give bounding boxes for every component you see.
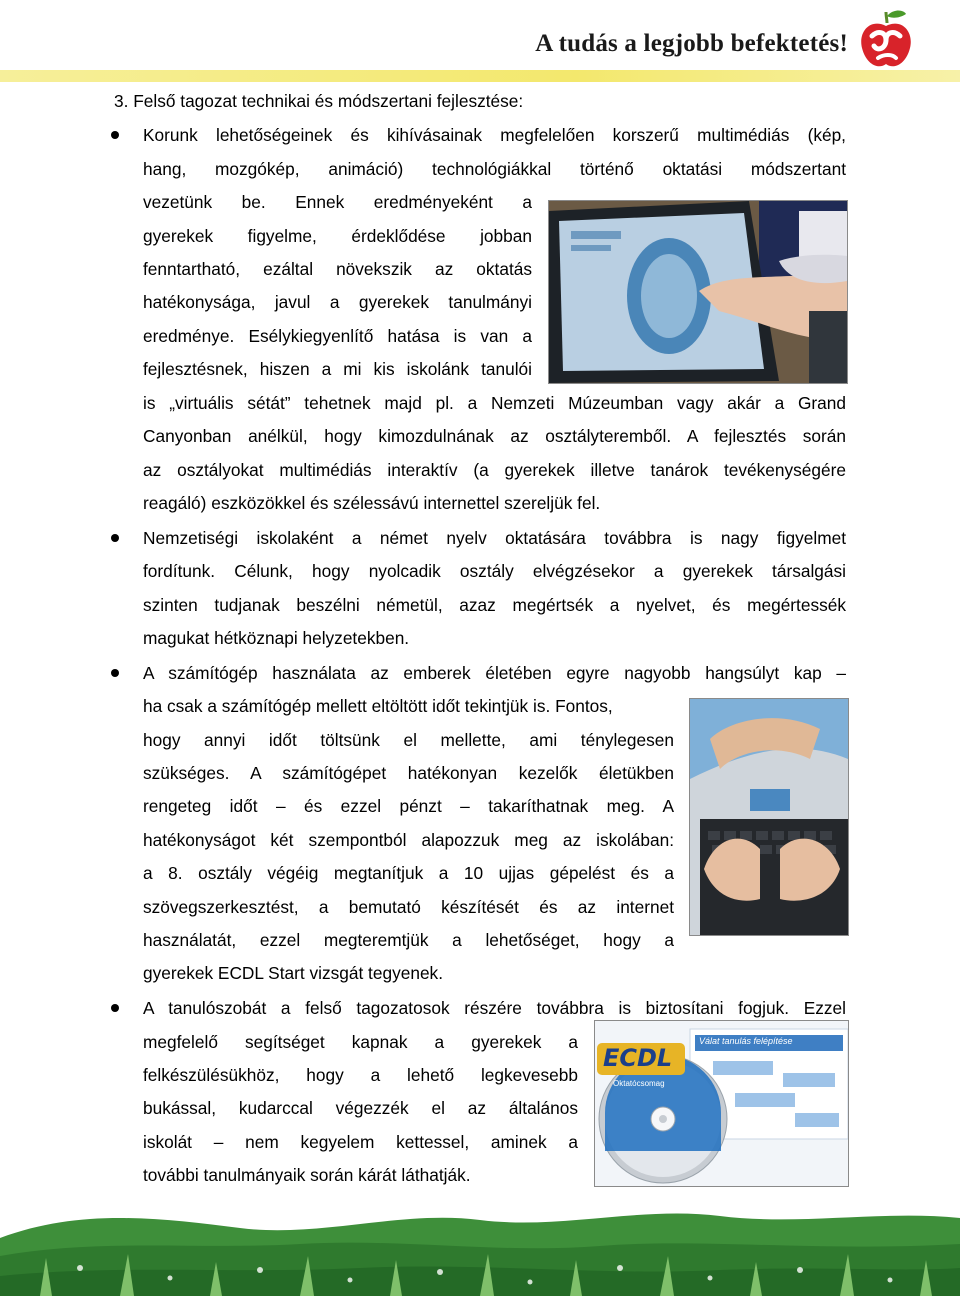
header-accent-bar xyxy=(0,70,960,82)
paragraph-line: további tanulmányaik során kárát láthatják. xyxy=(143,1165,471,1185)
paragraph-line: gyerekek ECDL Start vizsgát tegyenek. xyxy=(143,963,443,983)
paragraph-line: A számítógép használata az emberek életében egyre nagyobb hangsúlyt kap – xyxy=(143,663,846,683)
paragraph-line: szükséges. A számítógépet hatékonyan kezelők életükben xyxy=(143,763,674,783)
bullet-marker xyxy=(111,1004,119,1012)
bullet-marker xyxy=(111,669,119,677)
paragraph-line: rengeteg időt – és ezzel pénzt – takaríthatnak meg. A xyxy=(143,796,674,816)
paragraph-line: hogy annyi időt töltsünk el mellette, ami ténylegesen xyxy=(143,730,674,750)
paragraph-line: Korunk lehetőségeinek és kihívásainak megfelelően korszerű multimédiás (kép, xyxy=(143,125,846,145)
paragraph-line: fejlesztésnek, hiszen a mi kis iskolánk tanulói xyxy=(143,359,532,379)
paragraph-line: megfelelő segítséget kapnak a gyerekek a xyxy=(143,1032,578,1052)
keyboard-typing-photo xyxy=(689,698,849,936)
paragraph-line: Canyonban anélkül, hogy kimozdulnának az osztályteremből. A fejlesztés során xyxy=(143,426,846,446)
paragraph-line: az osztályokat multimédiás interaktív (a gyerekek illetve tanárok tevékenységére xyxy=(143,460,846,480)
paragraph-line: reagáló) eszközökkel és szélessávú internettel szereljük fel. xyxy=(143,493,601,513)
paragraph-line: ha csak a számítógép mellett eltöltött időt tekintjük is. Fontos, xyxy=(143,696,613,716)
paragraph-line: iskolát – nem kegyelem kettessel, aminek a xyxy=(143,1132,578,1152)
bullet-marker xyxy=(111,131,119,139)
paragraph-line: vezetünk be. Ennek eredményeként a xyxy=(143,192,532,212)
paragraph-line: szinten tudjanak beszélni németül, azaz megértsék a nyelvet, és megértessék xyxy=(143,595,846,615)
grass-landscape-footer xyxy=(0,1198,960,1296)
ecdl-logo-text: ECDL xyxy=(603,1044,673,1072)
apple-logo-icon xyxy=(856,6,916,72)
paragraph-line: a 8. osztály végéig megtanítjuk a 10 ujjas gépelést és a xyxy=(143,863,674,883)
paragraph-line: hatékonyságot két szempontból alapozzuk meg az iskolában: xyxy=(143,830,674,850)
paragraph-line: felkészülésükhöz, hogy a lehető legkevesebb xyxy=(143,1065,578,1085)
paragraph-line: fordítunk. Célunk, hogy nyolcadik osztály elvégzésekor a gyerekek társalgási xyxy=(143,561,846,581)
paragraph-line: gyerekek figyelme, érdeklődése jobban xyxy=(143,226,532,246)
ecdl-cd-photo xyxy=(594,1020,849,1187)
header-title: A tudás a legjobb befektetés! xyxy=(535,30,848,57)
paragraph-line: eredménye. Esélykiegyenlítő hatása is van a xyxy=(143,326,532,346)
paragraph-line: hatékonysága, javul a gyerekek tanulmányi xyxy=(143,292,532,312)
paragraph-line: Nemzetiségi iskolaként a német nyelv oktatására továbbra is nagy figyelmet xyxy=(143,528,846,548)
paragraph-line: magukat hétköznapi helyzetekben. xyxy=(143,628,410,648)
paragraph-line: fenntartható, ezáltal növekszik az oktatás xyxy=(143,259,532,279)
touchscreen-photo xyxy=(548,200,848,384)
paragraph-line: A tanulószobát a felső tagozatosok részére továbbra is biztosítani fogjuk. Ezzel xyxy=(143,998,846,1018)
bullet-marker xyxy=(111,534,119,542)
ecdl-banner-text: Válat tanulás felépítése xyxy=(699,1036,793,1046)
ecdl-logo-subtext: Oktatócsomag xyxy=(613,1079,665,1088)
paragraph-line: is „virtuális sétát” tehetnek majd pl. a Nemzeti Múzeumban vagy akár a Grand xyxy=(143,393,846,413)
section-heading: 3. Felső tagozat technikai és módszertani fejlesztése: xyxy=(114,91,524,111)
paragraph-line: használatát, ezzel megteremtjük a lehetőséget, hogy a xyxy=(143,930,674,950)
paragraph-line: bukással, kudarccal végezzék el az általános xyxy=(143,1098,578,1118)
paragraph-line: szövegszerkesztést, a bemutató készítését és az internet xyxy=(143,897,674,917)
paragraph-line: hang, mozgókép, animáció) technológiákkal történő oktatási módszertant xyxy=(143,159,846,179)
